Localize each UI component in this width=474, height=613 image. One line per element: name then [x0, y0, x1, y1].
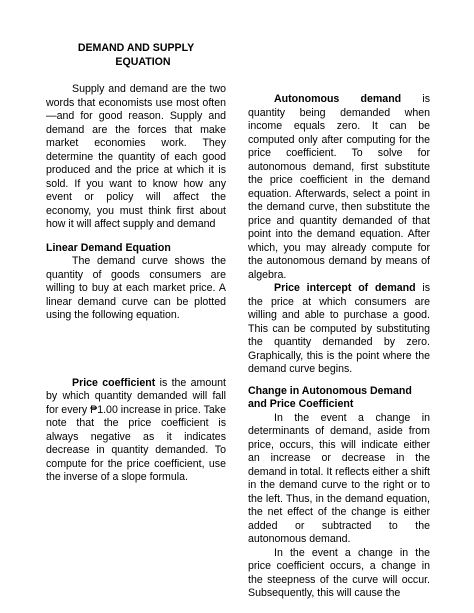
price-coefficient-paragraph — [46, 377, 226, 485]
change-paragraph-2: In the event a change in the price coefficient occurs, a change in the steepness of the curve will occur. Subsequently, this will cause the — [248, 546, 430, 599]
price-coefficient-text: is the amount by which quantity demanded will fall for every ₱1.00 increase in price. Take note that the price coefficient is always negative as it indicates decrease in quantity demanded. To compute for the price coefficient, use the inverse of a slope formula. — [46, 376, 226, 483]
right-column — [248, 93, 430, 601]
price-intercept-paragraph — [248, 282, 430, 377]
linear-demand-heading: Linear Demand Equation — [46, 241, 171, 254]
autonomous-demand-term: Autonomous demand — [274, 93, 402, 105]
document-title — [46, 42, 226, 69]
left-column — [46, 42, 226, 485]
title-line-2: EQUATION — [115, 55, 171, 68]
autonomous-demand-paragraph — [248, 93, 430, 282]
price-coefficient-term: Price coefficient — [72, 376, 156, 389]
intro-paragraph: Supply and demand are the two words that economists use most often —and for good reason. Supply and demand are the forces that make market economies work. They determine the quantity of each good produced and the price at which it is sold. If you want to know how any event or policy will affect the economy, you must think first about how it will affect supply and demand — [46, 83, 226, 230]
change-heading: Change in Autonomous Demand and Price Coefficient — [248, 384, 412, 410]
change-paragraph-1: In the event a change in determinants of demand, aside from price, occurs, this will indicate either an increase or decrease in the demand in total. It reflects either a shift in the demand curve to the right or to the left. Thus, in the demand equation, the net effect of the change is either added or subtracted to the autonomous demand. — [248, 411, 430, 545]
autonomous-demand-text: is quantity being demanded when income equals zero. It can be computed only after computing for the price coefficient. To solve for autonomous demand, first substitute the price coefficient in the demand equation. Afterwards, select a point in the demand curve, then substitute the price and quantity demanded of that point into the demand equation. After which, you may already compute for the autonomous demand by means of algebra. — [248, 93, 430, 281]
linear-demand-paragraph: The demand curve shows the quantity of goods consumers are willing to buy at each market price. A linear demand curve can be plotted using the following equation. — [46, 255, 226, 321]
price-intercept-term: Price intercept of demand — [274, 282, 416, 294]
title-line-1: DEMAND AND SUPPLY — [77, 42, 195, 54]
price-intercept-text: is the price at which consumers are willing and able to purchase a good. This can be computed by substituting the quantity demanded by zero. Graphically, this is the point where the demand curve begins. — [248, 282, 430, 375]
